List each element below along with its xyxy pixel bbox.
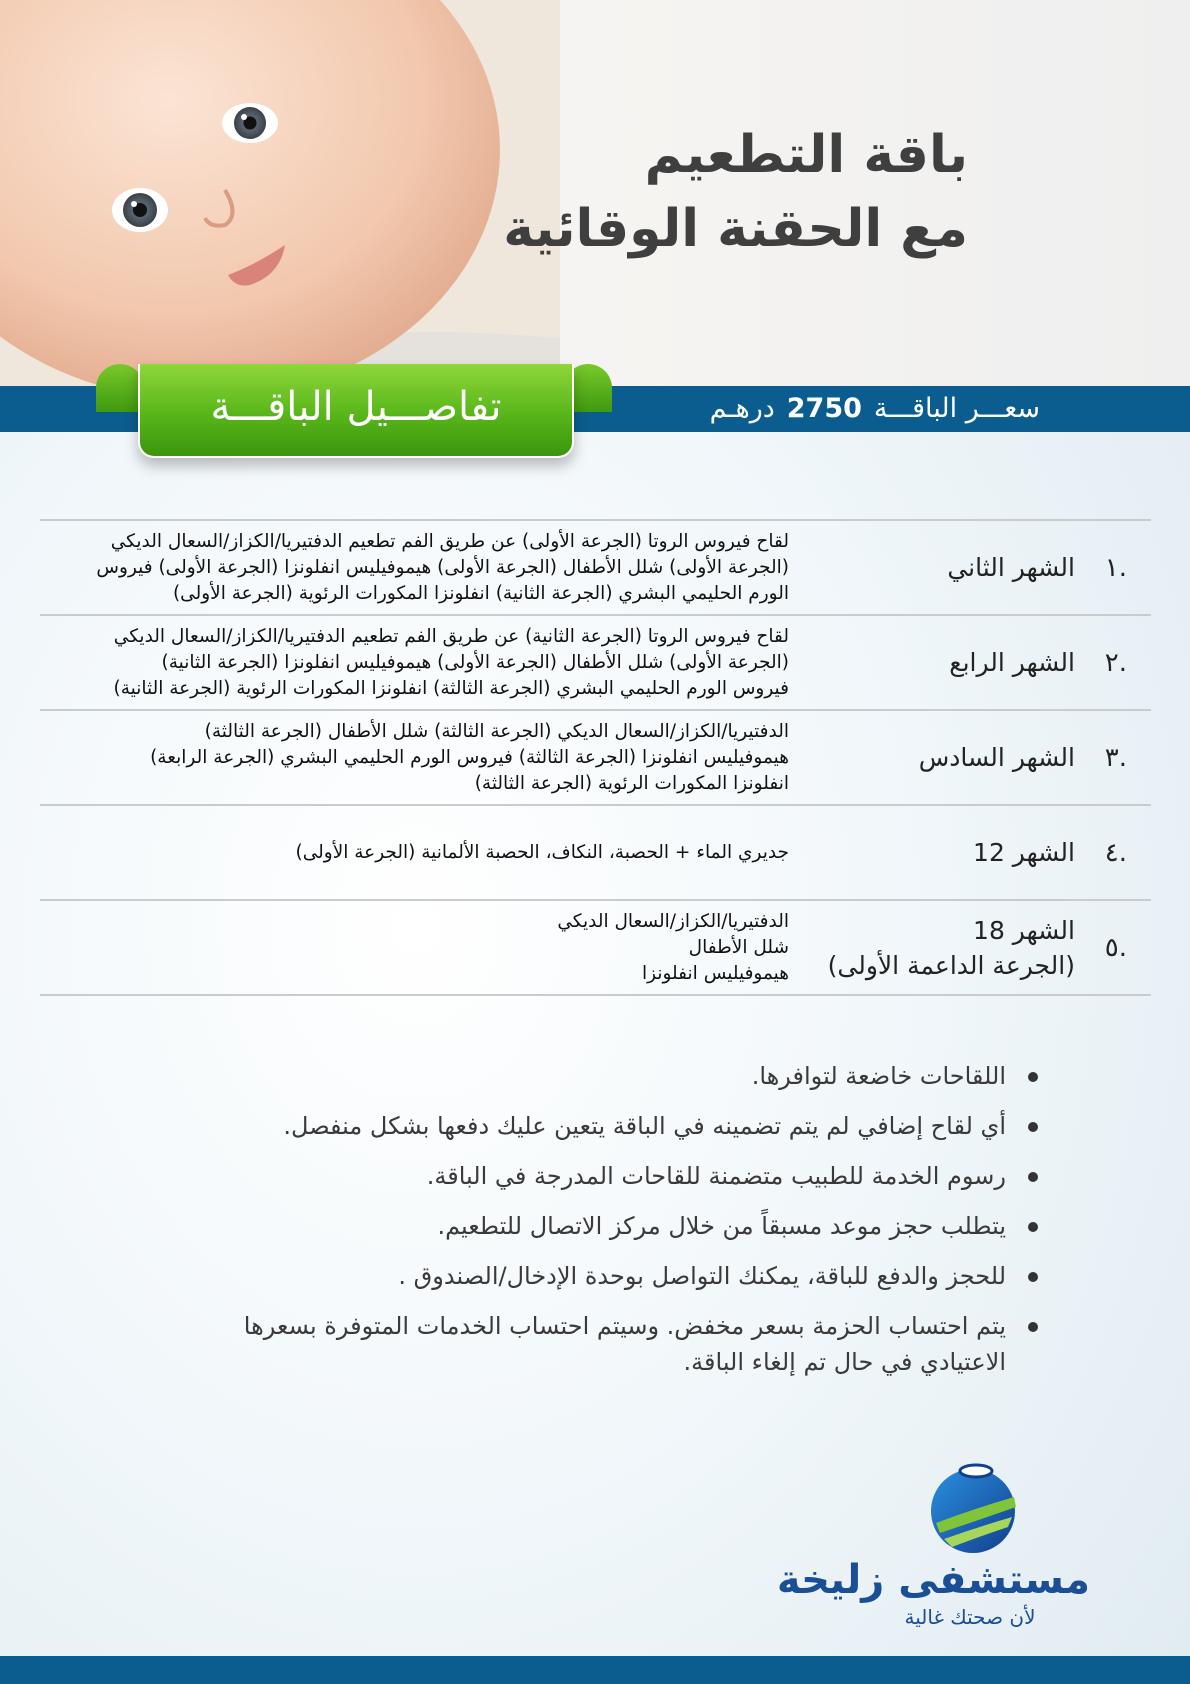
table-row [40, 711, 1151, 806]
package-details-tab [138, 364, 574, 458]
globe-logo-icon [926, 1461, 1020, 1555]
note-text [178, 1208, 1006, 1244]
vaccines-cell [49, 711, 789, 804]
month-label: الشهر 18 [973, 915, 1075, 945]
bullet-icon [1028, 1322, 1038, 1332]
row-number: .١ [1104, 552, 1127, 583]
note-text [178, 1158, 1006, 1194]
table-row [40, 521, 1151, 616]
list-item [178, 1158, 1038, 1194]
note-line: للحجز والدفع للباقة، يمكنك التواصل بوحدة الإدخال/الصندوق . [398, 1262, 1006, 1290]
list-item [178, 1108, 1038, 1144]
month-cell [973, 806, 1075, 899]
price-amount: 2750 [786, 393, 862, 424]
vaccine-line: الدفتيريا/الكزاز/السعال الديكي [557, 910, 789, 932]
vaccine-line: (الجرعة الأولى) شلل الأطفال (الجرعة الأولى) هيموفيليس انفلونزا (الجرعة الثانية) [161, 651, 789, 673]
table-row [40, 806, 1151, 901]
month-label: الشهر الثاني [947, 553, 1075, 582]
vaccine-line: لقاح فيروس الروتا (الجرعة الثانية) عن طريق الفم تطعيم الدفتيريا/الكزاز/السعال الديكي [113, 625, 789, 647]
month-cell [828, 901, 1075, 994]
page-title [503, 118, 968, 266]
note-line: أي لقاح إضافي لم يتم تضمينه في الباقة يتعين عليك دفعها بشكل منفصل. [283, 1112, 1006, 1140]
month-cell [949, 616, 1075, 709]
vaccine-line: الورم الحليمي البشري (الجرعة الثانية) انفلونزا المكورات الرئوية (الجرعة الأولى) [172, 582, 789, 604]
row-number: .٢ [1104, 647, 1127, 678]
list-item [178, 1208, 1038, 1244]
title-line: مع الحقنة الوقائية [503, 199, 968, 259]
vaccine-line: فيروس الورم الحليمي البشري (الجرعة الثالثة) انفلونزا المكورات الرئوية (الجرعة الثانية) [113, 677, 789, 699]
vaccines-cell [49, 901, 789, 994]
note-text [178, 1108, 1006, 1144]
tab-ear-left [96, 364, 144, 412]
bullet-icon [1028, 1222, 1038, 1232]
row-number: .٤ [1104, 837, 1127, 868]
hospital-name: مستشفى زليخة [776, 1557, 1090, 1603]
vaccine-line: هيموفيليس انفلونزا [641, 962, 789, 984]
note-line: اللقاحات خاضعة لتوافرها. [751, 1062, 1006, 1090]
price-currency: درهـم [709, 393, 775, 424]
price-label: سعـــر الباقـــة [873, 393, 1040, 424]
hospital-tagline: لأن صحتك غالية [904, 1605, 1036, 1629]
hospital-logo [776, 1455, 1090, 1635]
vaccine-line: جديري الماء + الحصبة، النكاف، الحصبة الألمانية (الجرعة الأولى) [295, 841, 789, 863]
vaccines-cell [49, 806, 789, 899]
package-details-label: تفاصـــيل الباقـــة [210, 384, 502, 430]
notes-list [178, 1058, 1038, 1394]
note-text [178, 1258, 1006, 1294]
bullet-icon [1028, 1072, 1038, 1082]
bullet-icon [1028, 1172, 1038, 1182]
month-cell [947, 521, 1075, 614]
list-item [178, 1258, 1038, 1294]
vaccine-line: الدفتيريا/الكزاز/السعال الديكي (الجرعة الثالثة) شلل الأطفال (الجرعة الثالثة) [204, 720, 789, 742]
vaccine-line: (الجرعة الأولى) شلل الأطفال (الجرعة الأولى) هيموفيليس انفلونزا (الجرعة الأولى) فيروس [96, 556, 789, 578]
bullet-icon [1028, 1272, 1038, 1282]
table-row [40, 901, 1151, 996]
note-line: يتم احتساب الحزمة بسعر مخفض. وسيتم احتساب الخدمات المتوفرة بسعرها [243, 1312, 1006, 1340]
vaccine-line: لقاح فيروس الروتا (الجرعة الأولى) عن طريق الفم تطعيم الدفتيريا/الكزاز/السعال الديكي [110, 530, 789, 552]
package-price [710, 386, 1040, 432]
note-line: يتطلب حجز موعد مسبقاً من خلال مركز الاتصال للتطعيم. [437, 1212, 1006, 1240]
baby-photo [0, 0, 560, 386]
row-number: .٥ [1104, 932, 1127, 963]
row-number: .٣ [1104, 742, 1127, 773]
footer-bar [0, 1656, 1190, 1684]
list-item [178, 1058, 1038, 1094]
note-line: رسوم الخدمة للطبيب متضمنة للقاحات المدرجة في الباقة. [426, 1162, 1006, 1190]
note-text [178, 1308, 1006, 1380]
month-cell [919, 711, 1075, 804]
vaccine-line: هيموفيليس انفلونزا (الجرعة الثالثة) فيروس الورم الحليمي البشري (الجرعة الرابعة) [150, 746, 789, 768]
table-row [40, 616, 1151, 711]
vaccine-line: شلل الأطفال [688, 936, 789, 958]
vaccination-schedule-table [40, 519, 1151, 996]
title-line: باقة التطعيم [644, 125, 968, 185]
vaccines-cell [49, 521, 789, 614]
vaccines-cell [49, 616, 789, 709]
vaccine-line: انفلونزا المكورات الرئوية (الجرعة الثالثة) [474, 772, 789, 794]
month-label: الشهر 12 [973, 838, 1075, 867]
hero-banner [0, 0, 1190, 386]
month-label: الشهر السادس [918, 743, 1075, 772]
note-text [178, 1058, 1006, 1094]
list-item [178, 1308, 1038, 1380]
bullet-icon [1028, 1122, 1038, 1132]
note-line: الاعتيادي في حال تم إلغاء الباقة. [683, 1348, 1006, 1376]
month-label: الشهر الرابع [949, 648, 1075, 677]
month-label: (الجرعة الداعمة الأولى) [827, 950, 1075, 980]
